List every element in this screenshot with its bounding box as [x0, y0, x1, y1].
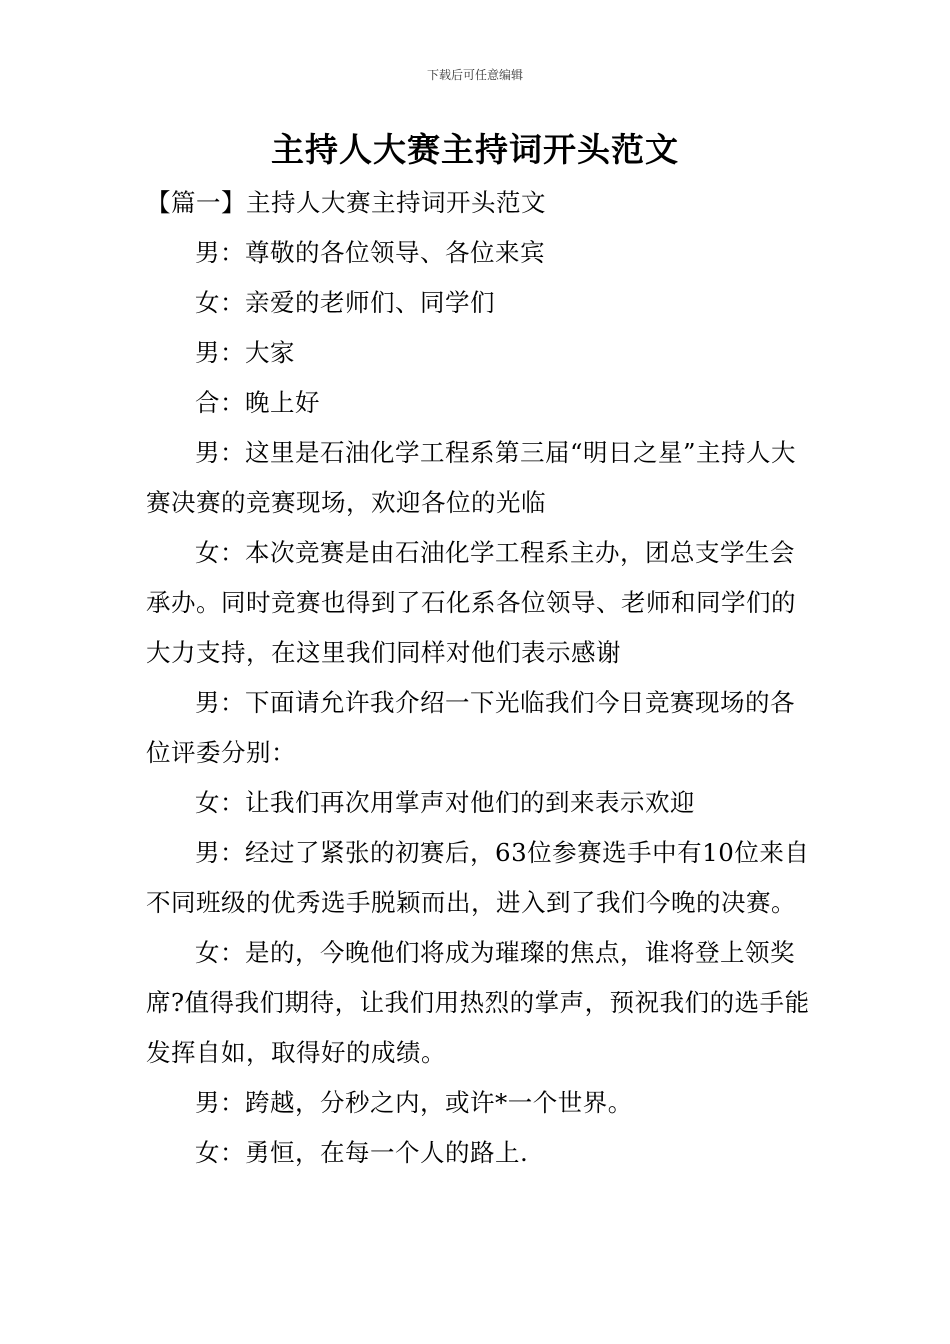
paragraph: 男：这里是石油化学工程系第三届“明日之星”主持人大赛决赛的竞赛现场，欢迎各位的光临 — [146, 438, 797, 517]
paragraph: 男：尊敬的各位领导、各位来宾 — [195, 238, 545, 267]
document-body — [146, 178, 810, 1178]
paragraph: 男：跨越，分秒之内，或许*一个世界。 — [195, 1088, 633, 1117]
paragraph: 女：让我们再次用掌声对他们的到来表示欢迎 — [195, 788, 695, 817]
paragraph: 男：大家 — [195, 338, 295, 367]
paragraph: 女：是的，今晚他们将成为璀璨的焦点，谁将登上领奖席?值得我们期待，让我们用热烈的掌声，预祝我们的选手能发挥自如，取得好的成绩。 — [146, 938, 810, 1067]
paragraph: 男：下面请允许我介绍一下光临我们今日竞赛现场的各位评委分别： — [146, 688, 795, 767]
paragraph: 女：亲爱的老师们、同学们 — [195, 288, 495, 317]
section-heading: 【篇一】主持人大赛主持词开头范文 — [146, 188, 546, 217]
document-title: 主持人大赛主持词开头范文 — [271, 130, 679, 169]
header-note: 下载后可任意编辑 — [426, 68, 523, 82]
paragraph: 女：本次竞赛是由石油化学工程系主办，团总支学生会承办。同时竞赛也得到了石化系各位领导、老师和同学们的大力支持，在这里我们同样对他们表示感谢 — [146, 538, 796, 667]
paragraph: 合：晚上好 — [195, 388, 320, 417]
paragraph: 男：经过了紧张的初赛后，63位参赛选手中有10位来自不同班级的优秀选手脱颖而出，进入到了我们今晚的决赛。 — [146, 838, 810, 917]
paragraph: 女：勇恒，在每一个人的路上. — [195, 1138, 529, 1167]
